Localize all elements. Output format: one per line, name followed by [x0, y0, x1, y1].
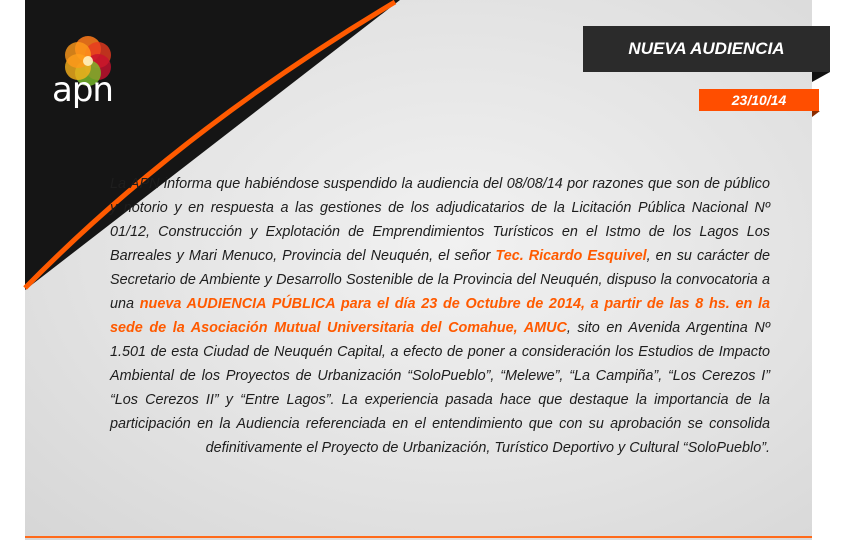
date-badge-fold — [812, 111, 820, 117]
official-name-highlight: Tec. Ricardo Esquivel — [495, 248, 647, 265]
date-badge: 23/10/14 — [699, 89, 819, 111]
body-segment: , en su carácter de Secretario de Ambiente y Desarrollo Sostenible de la Provincia del Neuquén, dispuso la convocatoria a una — [110, 248, 771, 313]
hearing-details-highlight: nueva AUDIENCIA PÚBLICA para el día 23 de Octubre de 2014, a partir de las 8 hs. en la sede de la Asociación Mutual Universitaria del Comahue, AMUC — [110, 296, 770, 337]
brand-text: apn — [52, 70, 113, 110]
ribbon-fold — [812, 72, 830, 82]
bottom-accent-line — [25, 536, 812, 538]
body-segment: , sito en Avenida Argentina Nº 1.501 de esta Ciudad de Neuquén Capital, a efecto de poner a consideración los Estudios de Impacto Ambiental de los Proyectos de Urbanización “SoloPueblo”, “Melewe”, “La Campiña”, “Los Cerezos I” “Los Cerezos II” y “Entre Lagos”. La experiencia pasada hace que destaque la importancia de la participación en la Audiencia referenciada en el entendimiento que con su aprobación se consolida definitivamente el Proyecto de Urbanización, Turístico Deportivo y Cultural “SoloPueblo”. — [110, 320, 770, 457]
title-ribbon: NUEVA AUDIENCIA — [583, 26, 830, 72]
announcement-body — [110, 172, 770, 460]
body-segment: La APN informa que habiéndose suspendido la audiencia del 08/08/14 por razones que son de público y notorio y en respuesta a las gestiones de los adjudicatarios de la Licitación Pública Nacional Nº 01/12, Construcción y Explotación de Emprendimientos Turísticos en el Istmo de los Lagos Los Barreales y Mari Menuco, Provincia del Neuquén, el señor — [110, 176, 770, 265]
